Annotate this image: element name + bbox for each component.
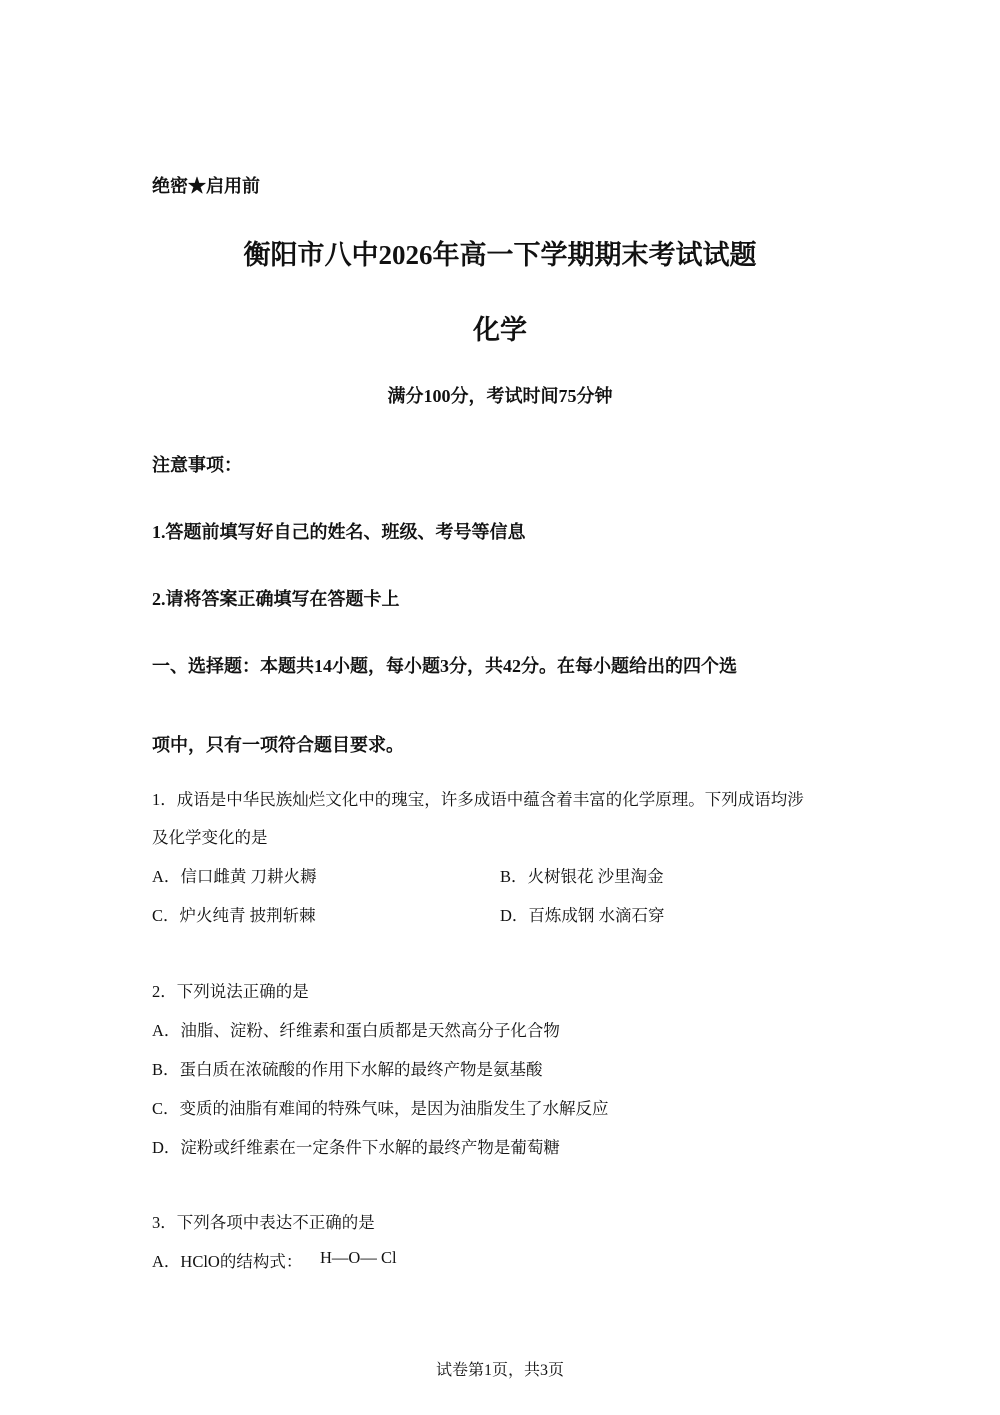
exam-title: 衡阳市八中2026年高一下学期期末考试试题 (243, 240, 757, 270)
question-1-option-a: A．信口雌黄 刀耕火耨 (152, 867, 317, 886)
notes-heading: 注意事项： (152, 455, 242, 475)
question-3-option-a: A．HClO的结构式： (152, 1252, 303, 1271)
subject-title: 化学 (473, 315, 527, 345)
score-time-line: 满分100分，考试时间75分钟 (387, 386, 613, 406)
section-heading-line1: 一、选择题：本题共14小题，每小题3分，共42分。在每小题给出的四个选 (152, 656, 737, 676)
question-2-option-c: C．变质的油脂有难闻的特殊气味，是因为油脂发生了水解反应 (152, 1099, 609, 1118)
question-1-option-c: C．炉火纯青 披荆斩棘 (152, 906, 316, 925)
confidential-label: 绝密★启用前 (152, 176, 260, 196)
question-1-stem-line1: 1．成语是中华民族灿烂文化中的瑰宝，许多成语中蕴含着丰富的化学原理。下列成语均涉 (152, 790, 804, 809)
question-3-stem: 3．下列各项中表达不正确的是 (152, 1213, 375, 1232)
question-3-structural-formula: H—O— Cl (320, 1248, 397, 1267)
note-item: 2.请将答案正确填写在答题卡上 (152, 589, 400, 609)
question-1-stem-line2: 及化学变化的是 (152, 828, 268, 847)
question-1-option-d: D．百炼成钢 水滴石穿 (500, 906, 665, 925)
question-2-stem: 2．下列说法正确的是 (152, 982, 309, 1001)
page-footer: 试卷第1页，共3页 (435, 1362, 564, 1379)
section-heading-line2: 项中，只有一项符合题目要求。 (152, 735, 404, 755)
question-2-option-d: D．淀粉或纤维素在一定条件下水解的最终产物是葡萄糖 (152, 1138, 560, 1157)
question-2-option-b: B．蛋白质在浓硫酸的作用下水解的最终产物是氨基酸 (152, 1060, 543, 1079)
note-item: 1.答题前填写好自己的姓名、班级、考号等信息 (152, 522, 526, 542)
question-2-option-a: A．油脂、淀粉、纤维素和蛋白质都是天然高分子化合物 (152, 1021, 560, 1040)
question-1-option-b: B．火树银花 沙里淘金 (500, 867, 664, 886)
